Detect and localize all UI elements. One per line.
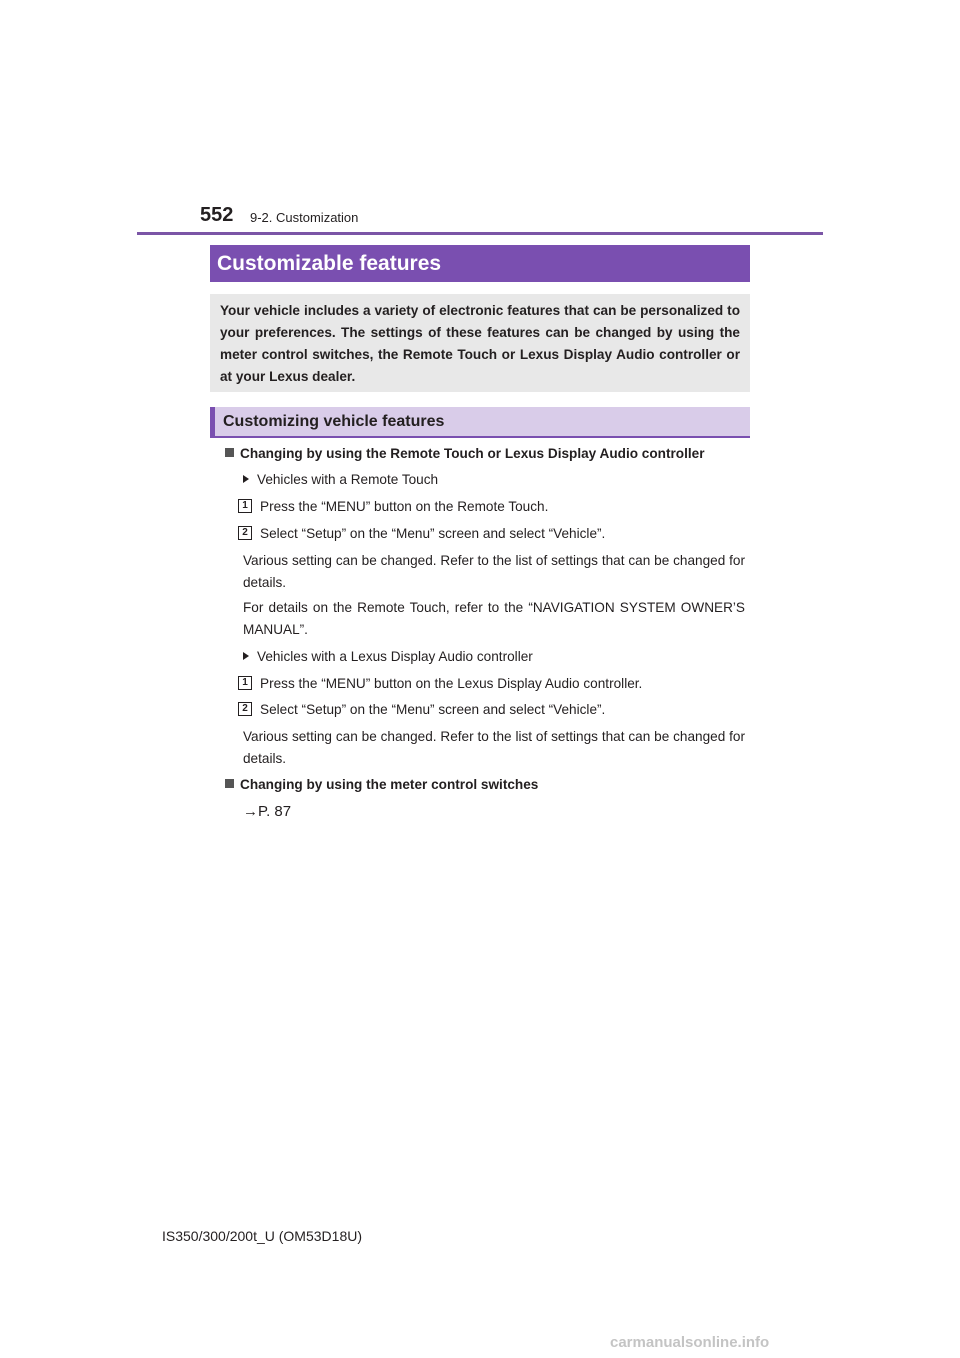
body-paragraph: For details on the Remote Touch, refer to the “NAVIGATION SYSTEM OWNER’S MANUAL”. <box>243 600 745 637</box>
step-text: Select “Setup” on the “Menu” screen and select “Vehicle”. <box>260 702 606 717</box>
content-heading-meter-switches: Changing by using the meter control switches <box>225 777 538 792</box>
intro-text: Your vehicle includes a variety of electronic features that can be personalized to your preferences. The settings of these features can be changed by using the meter control switches, the Remote Touch or Lexus Display Audio controller or at your Lexus dealer. <box>220 303 740 384</box>
step-number-badge: 2 <box>238 526 252 540</box>
page-title-bar <box>210 245 750 282</box>
step-number-badge: 1 <box>238 499 252 513</box>
body-paragraph: Various setting can be changed. Refer to the list of settings that can be changed for details. <box>243 553 745 590</box>
step-text: Press the “MENU” button on the Remote Touch. <box>260 499 549 514</box>
document-footer: IS350/300/200t_U (OM53D18U) <box>162 1228 362 1244</box>
body-paragraph: Various setting can be changed. Refer to the list of settings that can be changed for details. <box>243 729 745 766</box>
step-number-badge: 2 <box>238 702 252 716</box>
page-title: Customizable features <box>217 251 442 275</box>
content-heading-remote-touch: Changing by using the Remote Touch or Lexus Display Audio controller <box>225 446 705 461</box>
subheading-text: Customizing vehicle features <box>223 412 445 430</box>
step-text: Select “Setup” on the “Menu” screen and select “Vehicle”. <box>260 526 606 541</box>
page-number: 552 <box>200 204 234 226</box>
square-bullet-icon <box>225 448 234 457</box>
triangle-bullet-icon <box>243 652 249 660</box>
step-number-badge: 1 <box>238 676 252 690</box>
vehicle-condition-display-audio: Vehicles with a Lexus Display Audio controller <box>243 649 533 664</box>
step-text: Press the “MENU” button on the Lexus Display Audio controller. <box>260 676 643 691</box>
page-reference-link[interactable]: →P. 87 <box>243 803 292 820</box>
vehicle-condition-remote-touch: Vehicles with a Remote Touch <box>243 472 438 487</box>
intro-box <box>210 294 750 392</box>
watermark: carmanualsonline.info <box>610 1334 770 1351</box>
triangle-bullet-icon <box>243 475 249 483</box>
header-rule <box>137 232 823 235</box>
square-bullet-icon <box>225 779 234 788</box>
section-reference: 9-2. Customization <box>250 210 359 225</box>
section-subheading <box>210 407 750 438</box>
